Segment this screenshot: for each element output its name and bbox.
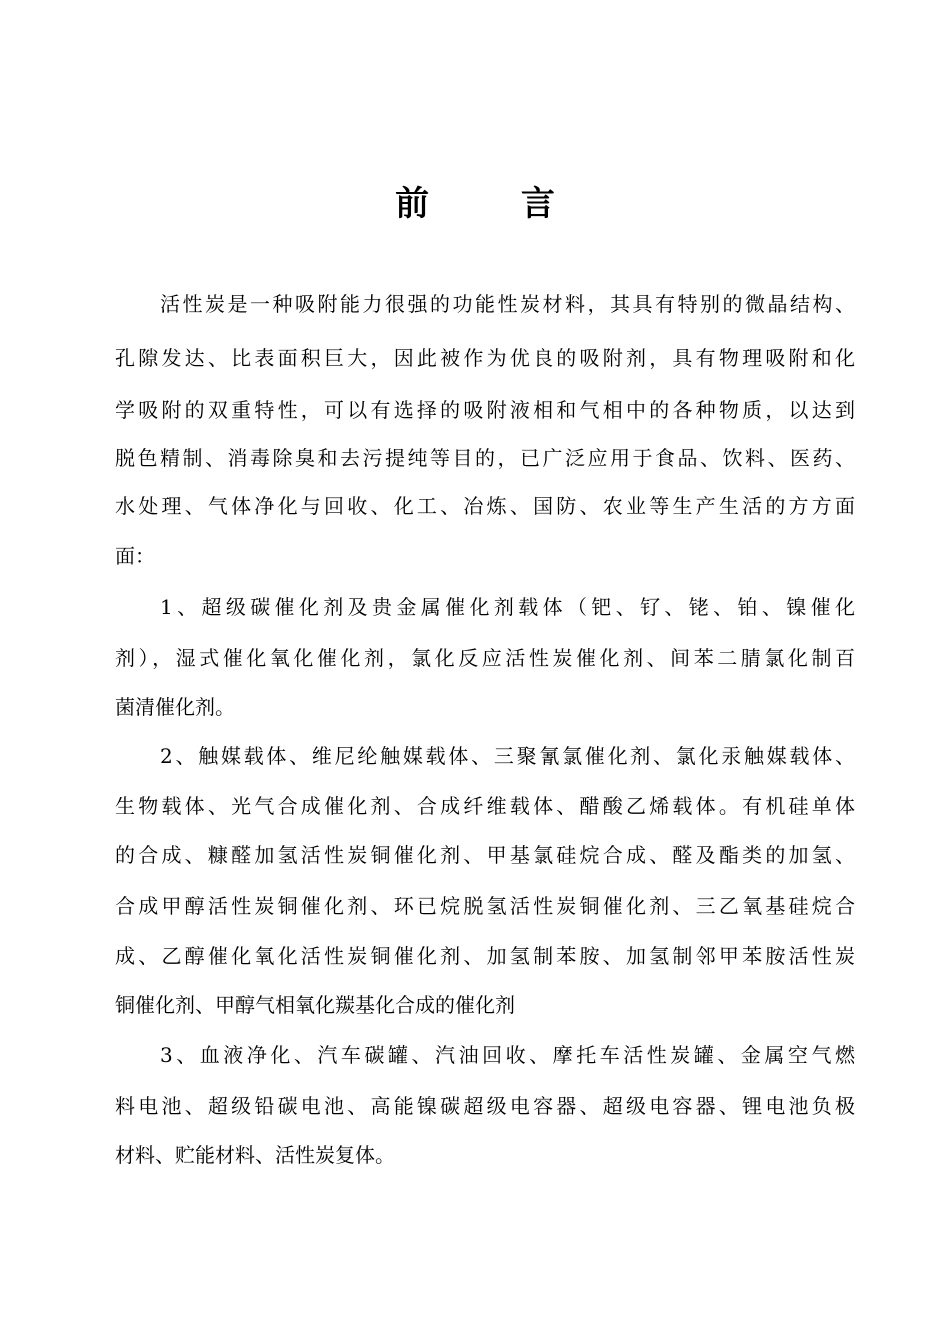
paragraph-1-line-5: 水处理、气体净化与回收、化工、冶炼、国防、农业等生产生活的方方面 [115,494,855,518]
paragraph-4-line-1: 3、血液净化、汽车碳罐、汽油回收、摩托车活性炭罐、金属空气燃 [160,1043,855,1067]
paragraph-3-line-2: 生物载体、光气合成催化剂、合成纤维载体、醋酸乙烯载体。有机硅单体 [115,794,855,818]
paragraph-3-line-5: 成、乙醇催化氧化活性炭铜催化剂、加氢制苯胺、加氢制邻甲苯胺活性炭 [115,944,855,968]
paragraph-4-line-3: 材料、贮能材料、活性炭复体。 [115,1143,395,1167]
paragraph-1-line-1: 活性炭是一种吸附能力很强的功能性炭材料，其具有特别的微晶结构、 [160,292,855,316]
paragraph-3-line-4: 合成甲醇活性炭铜催化剂、环已烷脱氢活性炭铜催化剂、三乙氧基硅烷合 [115,894,855,918]
paragraph-4-line-2: 料电池、超级铅碳电池、高能镍碳超级电容器、超级电容器、锂电池负极 [115,1094,855,1118]
page-title: 前 言 [395,184,595,224]
paragraph-2-line-1: 1、超级碳催化剂及贵金属催化剂载体（钯、钌、铑、铂、镍催化 [160,595,855,619]
paragraph-3-line-3: 的合成、糠醛加氢活性炭铜催化剂、甲基氯硅烷合成、醛及酯类的加氢、 [115,843,855,867]
paragraph-1-line-2: 孔隙发达、比表面积巨大，因此被作为优良的吸附剂，具有物理吸附和化 [115,346,855,370]
paragraph-3-line-1: 2、触媒载体、维尼纶触媒载体、三聚氰氯催化剂、氯化汞触媒载体、 [160,744,855,768]
paragraph-1-line-4: 脱色精制、消毒除臭和去污提纯等目的，已广泛应用于食品、饮料、医药、 [115,446,855,470]
paragraph-2-line-3: 菌清催化剂。 [115,695,235,719]
paragraph-3-line-6: 铜催化剂、甲醇气相氧化羰基化合成的催化剂 [115,993,515,1017]
paragraph-1-line-6: 面： [115,544,155,568]
paragraph-1-line-3: 学吸附的双重特性，可以有选择的吸附液相和气相中的各种物质，以达到 [115,398,855,422]
paragraph-2-line-2: 剂），湿式催化氧化催化剂，氯化反应活性炭催化剂、间苯二腈氯化制百 [115,646,855,670]
